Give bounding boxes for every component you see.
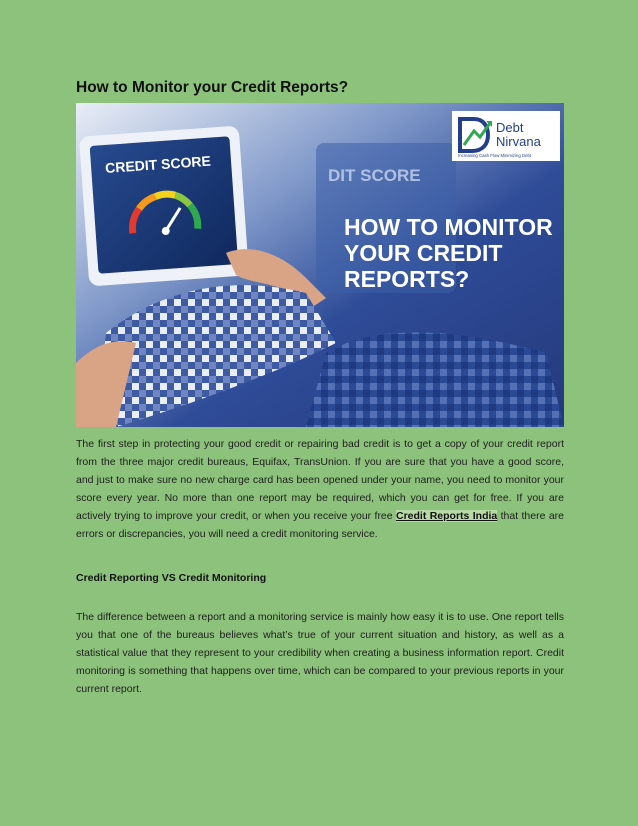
- tablet-score-text: CREDIT SCORE: [104, 152, 212, 176]
- article-title: How to Monitor your Credit Reports?: [76, 79, 349, 96]
- paragraph-comparison: The difference between a report and a monitoring service is mainly how easy it is to use. One report tells you that one of the bureaus believes what’s true of your current situation and history, as well as a statistical value that they represent to your credibility when creating a business information report. Credit monitoring is something that happens over time, which can be compared to your previous reports in your current report.: [76, 611, 564, 695]
- headline-line-3: REPORTS?: [344, 266, 470, 292]
- tablet: [79, 126, 249, 287]
- logo-tagline: Increasing Cash Flow Minimizing Debt: [458, 153, 532, 158]
- paragraph-intro-text-1: The first step in protecting your good credit or repairing bad credit is to get a copy of your credit report from the three major credit bureaus, Equifax, TransUnion. If you are sure that you have a good score, and just to make sure no new charge card has been opened under your name, you need to monitor your score every year. No more than one report may be required, which you can get for free. If you are actively trying to improve your credit, or when you receive your free: [76, 438, 564, 522]
- headline-line-1: HOW TO MONITOR: [344, 214, 553, 240]
- logo-line-2: Nirvana: [496, 134, 541, 149]
- section-subheading: Credit Reporting VS Credit Monitoring: [76, 572, 267, 584]
- credit-reports-india-link[interactable]: Credit Reports India: [396, 510, 498, 522]
- paragraph-intro: [76, 435, 564, 543]
- headline-line-2: YOUR CREDIT: [344, 240, 503, 266]
- paragraph-intro-text-2: that there are errors or discrepancies, you will need a credit monitoring service.: [76, 510, 564, 540]
- logo-line-1: Debt: [496, 120, 524, 135]
- background-score-text: DIT SCORE: [328, 166, 421, 185]
- hero-image: [76, 103, 564, 427]
- debt-nirvana-logo: [452, 111, 560, 161]
